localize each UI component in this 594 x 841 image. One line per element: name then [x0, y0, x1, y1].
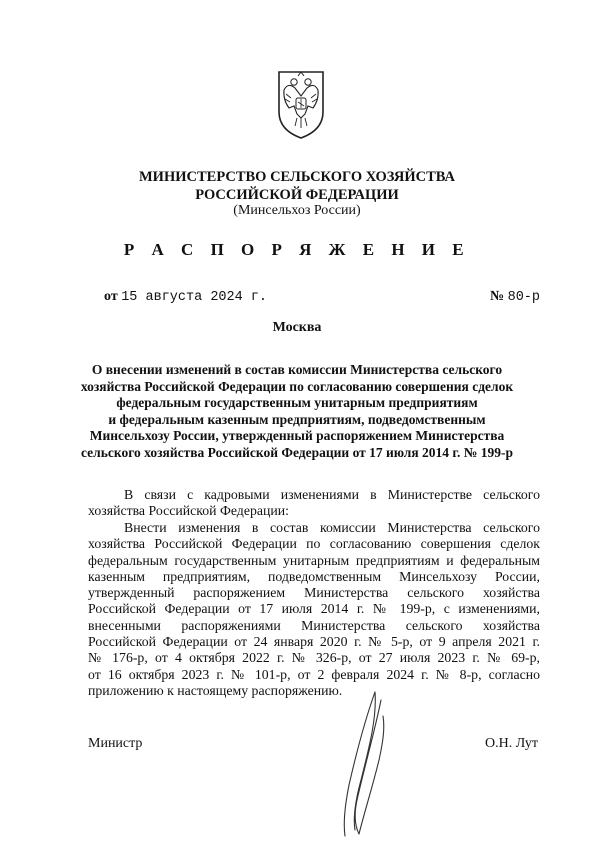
body-line: В связи с кадровыми изменениями в Министерстве сельского	[124, 487, 540, 502]
ministry-name-line2: РОССИЙСКОЙ ФЕДЕРАЦИИ	[195, 187, 399, 203]
body-line: приложению к настоящему распоряжению.	[88, 682, 343, 698]
body-line: Внести изменения в состав комиссии Министерства сельского	[124, 520, 540, 535]
title-line: и федеральным казенным предприятиям, подведомственным	[108, 411, 486, 427]
body-line: утвержденный распоряжением Министерства сельского хозяйства	[88, 585, 540, 601]
signer-name: О.Н. Лут	[485, 736, 538, 751]
body-paragraph-1	[88, 487, 540, 520]
body-line: хозяйства Российской Федерации:	[88, 503, 289, 519]
title-line: сельского хозяйства Российской Федерации от 17 июля 2014 г. № 199-р	[81, 444, 513, 460]
title-line: хозяйства Российской Федерации по согласованию совершения сделок	[80, 378, 514, 394]
title-line: Минсельхозу России, утвержденный распоряжением Министерства	[89, 428, 505, 443]
document-title	[60, 362, 534, 461]
body-line: № 176-р, от 4 октября 2022 г. № 326-р, от 27 июля 2023 г. № 69-р,	[88, 650, 540, 666]
ministry-name-line1: МИНИСТЕРСТВО СЕЛЬСКОГО ХОЗЯЙСТВА	[139, 169, 455, 185]
signer-role: Министр	[88, 736, 143, 751]
date-value: 15 августа 2024 г.	[121, 290, 268, 305]
document-date	[104, 289, 267, 305]
number-value: 80-р	[507, 290, 540, 305]
ministry-short-name: (Минсельхоз России)	[233, 203, 361, 218]
handwritten-signature	[335, 690, 405, 840]
body-line: хозяйства Российской Федерации по согласованию совершения сделок	[88, 536, 540, 552]
number-prefix: №	[490, 289, 505, 304]
body-line: Российской Федерации от 17 июля 2014 г. № 199-р, с изменениями,	[88, 601, 540, 617]
body-line: казенным предприятиям, подведомственным Минсельхозу России,	[88, 568, 540, 584]
document-city: Москва	[272, 320, 322, 335]
document-number	[490, 289, 540, 305]
date-prefix: от	[104, 289, 118, 304]
title-line: федеральным государственным унитарным предприятиям	[116, 395, 478, 410]
body-line: Российской Федерации от 24 января 2020 г. № 5-р, от 9 апреля 2021 г.	[88, 634, 540, 650]
coat-of-arms-emblem-icon	[275, 68, 327, 140]
title-line: О внесении изменений в состав комиссии Министерства сельского	[91, 362, 503, 377]
body-line: федеральным государственным унитарным предприятиям и федеральным	[88, 552, 540, 568]
document-type-heading: Р А С П О Р Я Ж Е Н И Е	[123, 240, 471, 259]
body-line: от 16 октября 2023 г. № 101-р, от 2 февраля 2024 г. № 8-р, согласно	[88, 666, 540, 682]
body-paragraph-2	[88, 520, 540, 699]
body-line: внесенными распоряжениями Министерства сельского хозяйства	[88, 617, 540, 633]
